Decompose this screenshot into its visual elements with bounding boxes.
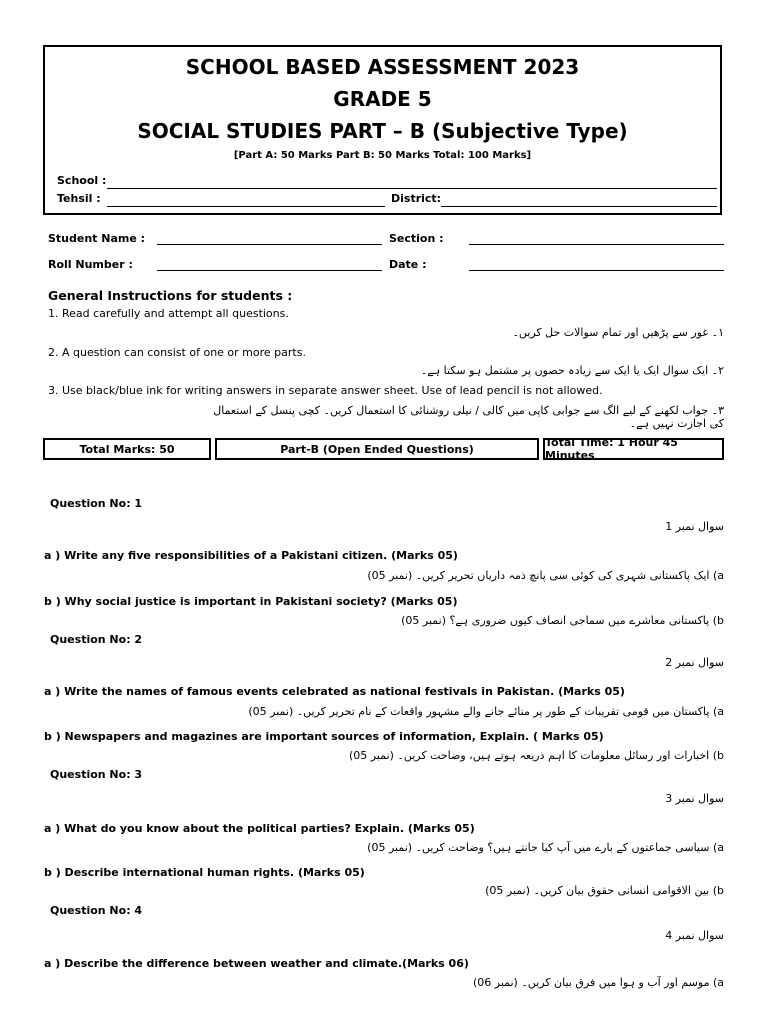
instruction-ur-1: ۱۔ غور سے پڑھیں اور تمام سوالات حل کریں۔: [512, 326, 724, 339]
question-label: Question No: 3: [50, 768, 143, 781]
school-label: School :: [57, 174, 107, 187]
question-urdu-label: سوال نمبر 4: [665, 929, 724, 942]
question-label: Question No: 4: [50, 904, 143, 917]
instruction-ur-2: ۲۔ ایک سوال ایک یا ایک سے زیادہ حصوں پر مشتمل ہو سکتا ہے۔: [420, 364, 724, 377]
part-cell: Part-B (Open Ended Questions): [215, 438, 539, 460]
instructions-heading: General Instructions for students :: [48, 288, 293, 303]
instruction-en-1: 1. Read carefully and attempt all questions.: [48, 307, 289, 320]
student-name-field[interactable]: [157, 244, 382, 245]
date-field[interactable]: [469, 270, 724, 271]
question-part-en: b ) Describe international human rights. (Marks 05): [44, 866, 365, 879]
question-part-en: b ) Newspapers and magazines are important sources of information, Explain. ( Marks 05): [44, 730, 604, 743]
page-title: SCHOOL BASED ASSESSMENT 2023: [185, 55, 580, 79]
grade-heading: GRADE 5: [333, 87, 432, 111]
section-label: Section :: [389, 232, 444, 245]
question-urdu-label: سوال نمبر 1: [665, 520, 724, 533]
question-part-ur: a) پاکستان میں قومی تقریبات کے طور پر منائے جانے والے مشہور واقعات کے نام تحریر کریں۔ (نمبر 05): [248, 705, 724, 718]
question-part-en: a ) What do you know about the political parties? Explain. (Marks 05): [44, 822, 475, 835]
question-part-ur: b) اخبارات اور رسائل معلومات کا اہم ذریعہ ہوتے ہیں، وضاحت کریں۔ (نمبر 05): [348, 749, 724, 762]
tehsil-field[interactable]: [107, 206, 385, 207]
tehsil-label: Tehsil :: [57, 192, 101, 205]
assessment-info-bar: [43, 438, 724, 460]
question-part-en: a ) Describe the difference between weather and climate.(Marks 06): [44, 957, 469, 970]
total-time-cell: Total Time: 1 Hour 45 Minutes: [543, 438, 724, 460]
instruction-en-3: 3. Use black/blue ink for writing answers in separate answer sheet. Use of lead pencil is not allowed.: [48, 384, 603, 397]
question-part-ur: b) پاکستانی معاشرے میں سماجی انصاف کیوں ضروری ہے؟ (نمبر 05): [401, 614, 724, 627]
question-label: Question No: 2: [50, 633, 143, 646]
question-urdu-label: سوال نمبر 3: [665, 792, 724, 805]
question-label: Question No: 1: [50, 497, 143, 510]
question-part-en: a ) Write the names of famous events celebrated as national festivals in Pakistan. (Marks 05): [44, 685, 625, 698]
question-urdu-label: سوال نمبر 2: [665, 656, 724, 669]
question-part-en: a ) Write any five responsibilities of a Pakistani citizen. (Marks 05): [44, 549, 458, 562]
section-field[interactable]: [469, 244, 724, 245]
marks-info: [Part A: 50 Marks Part B: 50 Marks Total: 100 Marks]: [233, 150, 532, 161]
district-field[interactable]: [441, 206, 717, 207]
roll-number-label: Roll Number :: [48, 258, 133, 271]
question-part-ur: b) بین الاقوامی انسانی حقوق بیان کریں۔ (نمبر 05): [485, 884, 724, 897]
student-name-label: Student Name :: [48, 232, 146, 245]
question-part-ur: a) موسم اور آب و ہوا میں فرق بیان کریں۔ (نمبر 06): [472, 976, 724, 989]
instruction-en-2: 2. A question can consist of one or more parts.: [48, 346, 306, 359]
subject-heading: SOCIAL STUDIES PART – B (Subjective Type): [137, 119, 628, 143]
school-field[interactable]: [107, 188, 717, 189]
header-box: [43, 45, 722, 215]
instruction-ur-3: ۳۔ جواب لکھنے کے لیے الگ سے جوابی کاپی میں کالی / نیلی روشنائی کا استعمال کریں۔ کچی پنسل کے استعمال کی اجازت نہیں ہے۔: [213, 404, 724, 430]
question-part-ur: a) ایک پاکستانی شہری کی کوئی سی پانچ ذمہ داریاں تحریر کریں۔ (نمبر 05): [367, 569, 724, 582]
date-label: Date :: [389, 258, 427, 271]
district-label: District:: [391, 192, 442, 205]
question-part-ur: a) سیاسی جماعتوں کے بارے میں آپ کیا جانتے ہیں؟ وضاحت کریں۔ (نمبر 05): [367, 841, 724, 854]
roll-number-field[interactable]: [157, 270, 382, 271]
question-part-en: b ) Why social justice is important in Pakistani society? (Marks 05): [44, 595, 458, 608]
total-marks-cell: Total Marks: 50: [43, 438, 211, 460]
